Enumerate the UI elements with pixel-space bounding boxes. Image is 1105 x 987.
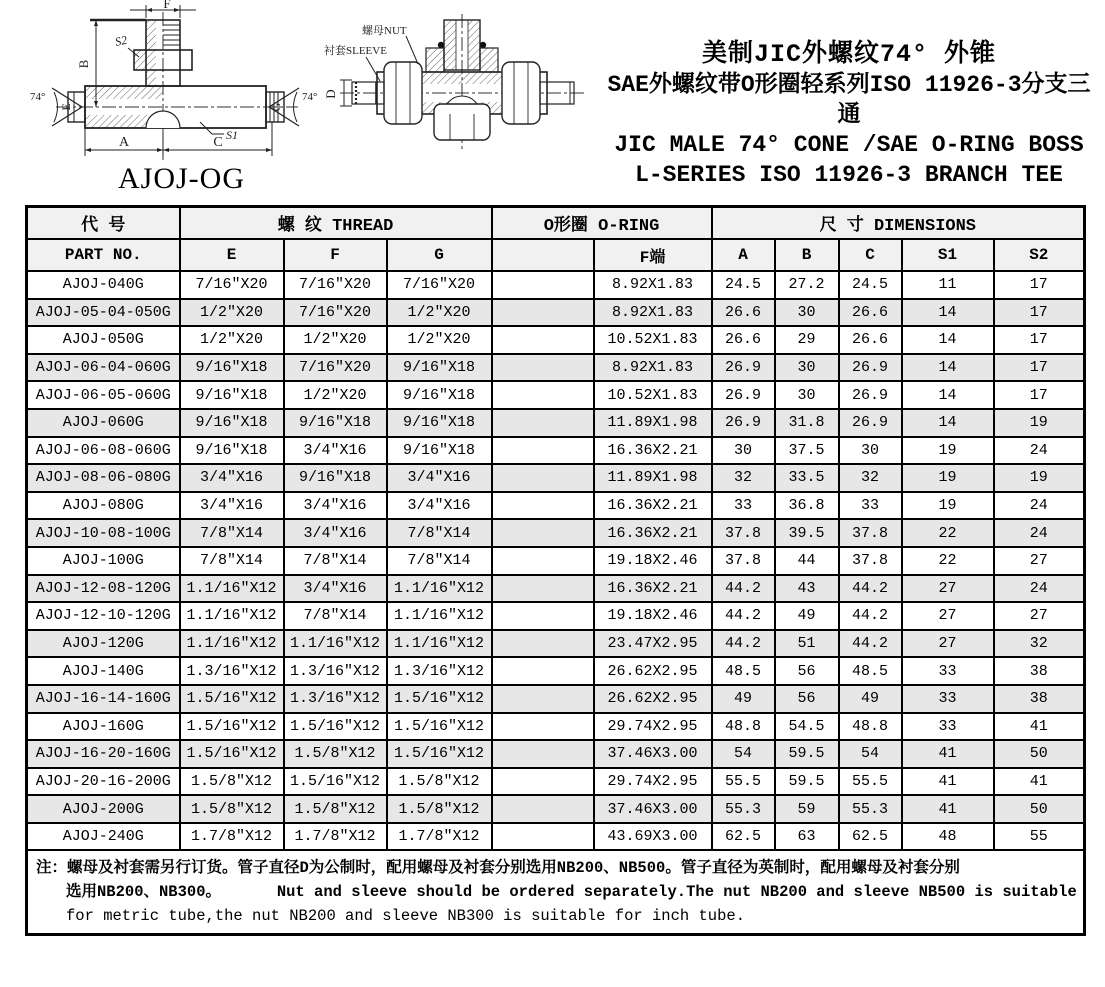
value-cell: 1/2″X20 <box>387 299 492 327</box>
value-cell: 14 <box>902 381 994 409</box>
table-row <box>27 740 1085 768</box>
part-no-cell: AJOJ-140G <box>27 657 180 685</box>
branch-tee-section-drawing <box>28 0 330 168</box>
value-cell: 9/16″X18 <box>180 381 284 409</box>
value-cell: 8.92X1.83 <box>594 354 712 382</box>
value-cell: 63 <box>775 823 839 851</box>
value-cell: 10.52X1.83 <box>594 381 712 409</box>
table-row <box>27 354 1085 382</box>
value-cell: 1.5/16″X12 <box>387 685 492 713</box>
part-no-cell: AJOJ-10-08-100G <box>27 519 180 547</box>
part-no-cell: AJOJ-08-06-080G <box>27 464 180 492</box>
value-cell: 22 <box>902 547 994 575</box>
value-cell: 9/16″X18 <box>180 437 284 465</box>
dim-g-label: G <box>269 102 283 112</box>
value-cell: 33 <box>902 713 994 741</box>
part-no-cell: AJOJ-05-04-050G <box>27 299 180 327</box>
part-no-cell: AJOJ-16-14-160G <box>27 685 180 713</box>
value-cell: 41 <box>902 795 994 823</box>
value-cell: 26.6 <box>839 326 902 354</box>
table-row <box>27 768 1085 796</box>
value-cell: 37.46X3.00 <box>594 795 712 823</box>
value-cell: 1.1/16″X12 <box>284 630 387 658</box>
value-cell: 1.3/16″X12 <box>284 657 387 685</box>
part-no-cell: AJOJ-12-08-120G <box>27 575 180 603</box>
value-cell: 16.36X2.21 <box>594 519 712 547</box>
value-cell <box>492 354 594 382</box>
value-cell: 3/4″X16 <box>180 464 284 492</box>
value-cell: 24 <box>994 575 1085 603</box>
value-cell <box>492 492 594 520</box>
value-cell: 55 <box>994 823 1085 851</box>
note-line-3: for metric tube,the nut NB200 and sleeve NB300 is suitable for inch tube. <box>66 907 746 926</box>
value-cell: 8.92X1.83 <box>594 299 712 327</box>
header-thread: 螺 纹 THREAD <box>180 207 492 240</box>
value-cell: 3/4″X16 <box>284 575 387 603</box>
header-part-no-cn: 代 号 <box>27 207 180 240</box>
value-cell: 54 <box>712 740 775 768</box>
value-cell: 26.9 <box>712 409 775 437</box>
model-label: AJOJ-OG <box>118 162 245 195</box>
value-cell: 59.5 <box>775 768 839 796</box>
value-cell: 16.36X2.21 <box>594 492 712 520</box>
value-cell: 3/4″X16 <box>180 492 284 520</box>
table-row <box>27 299 1085 327</box>
value-cell: 24.5 <box>839 271 902 299</box>
dim-f-label: F <box>163 0 171 11</box>
value-cell <box>492 740 594 768</box>
value-cell: 1/2″X20 <box>180 299 284 327</box>
value-cell: 19 <box>994 409 1085 437</box>
value-cell: 1.3/16″X12 <box>387 657 492 685</box>
value-cell: 1.5/16″X12 <box>180 685 284 713</box>
part-no-cell: AJOJ-080G <box>27 492 180 520</box>
value-cell: 56 <box>775 657 839 685</box>
value-cell: 1.5/16″X12 <box>387 740 492 768</box>
value-cell: 26.9 <box>839 381 902 409</box>
value-cell: 48 <box>902 823 994 851</box>
value-cell: 7/8″X14 <box>284 547 387 575</box>
value-cell: 27 <box>994 547 1085 575</box>
value-cell: 22 <box>902 519 994 547</box>
table-row <box>27 713 1085 741</box>
subheader-e: E <box>180 239 284 271</box>
value-cell: 1.1/16″X12 <box>180 630 284 658</box>
table-row <box>27 464 1085 492</box>
value-cell <box>492 519 594 547</box>
note-line-1: 注：螺母及衬套需另行订货。管子直径D为公制时，配用螺母及衬套分别选用NB200、NB500。管子直径为英制时，配用螺母及衬套分别 <box>36 859 960 878</box>
value-cell: 3/4″X16 <box>387 492 492 520</box>
value-cell: 1.1/16″X12 <box>180 575 284 603</box>
value-cell <box>492 630 594 658</box>
value-cell: 1.5/16″X12 <box>180 713 284 741</box>
value-cell: 50 <box>994 740 1085 768</box>
value-cell <box>492 795 594 823</box>
value-cell <box>492 575 594 603</box>
header-oring: O形圈 O-RING <box>492 207 712 240</box>
value-cell: 1.3/16″X12 <box>180 657 284 685</box>
value-cell: 33 <box>712 492 775 520</box>
value-cell <box>492 657 594 685</box>
value-cell: 19 <box>902 437 994 465</box>
part-no-cell: AJOJ-050G <box>27 326 180 354</box>
value-cell: 31.8 <box>775 409 839 437</box>
angle-left-label: 74° <box>30 91 46 103</box>
value-cell: 30 <box>775 381 839 409</box>
value-cell: 10.52X1.83 <box>594 326 712 354</box>
value-cell: 1.1/16″X12 <box>387 602 492 630</box>
value-cell: 1.1/16″X12 <box>387 575 492 603</box>
value-cell: 7/8″X14 <box>284 602 387 630</box>
value-cell: 26.62X2.95 <box>594 657 712 685</box>
value-cell: 1.7/8″X12 <box>284 823 387 851</box>
value-cell: 1.1/16″X12 <box>180 602 284 630</box>
subheader-c: C <box>839 239 902 271</box>
table-row <box>27 437 1085 465</box>
value-cell: 26.9 <box>712 381 775 409</box>
value-cell: 17 <box>994 354 1085 382</box>
value-cell: 49 <box>775 602 839 630</box>
value-cell: 17 <box>994 271 1085 299</box>
part-no-cell: AJOJ-12-10-120G <box>27 602 180 630</box>
table-row <box>27 271 1085 299</box>
value-cell: 38 <box>994 657 1085 685</box>
dim-d-label: D <box>323 89 338 99</box>
part-no-cell: AJOJ-200G <box>27 795 180 823</box>
value-cell: 26.6 <box>712 299 775 327</box>
value-cell: 1.5/16″X12 <box>387 713 492 741</box>
value-cell: 41 <box>994 768 1085 796</box>
value-cell: 32 <box>839 464 902 492</box>
value-cell: 7/8″X14 <box>180 519 284 547</box>
value-cell: 27 <box>994 602 1085 630</box>
value-cell: 29 <box>775 326 839 354</box>
value-cell: 9/16″X18 <box>284 409 387 437</box>
part-no-cell: AJOJ-060G <box>27 409 180 437</box>
value-cell: 33 <box>902 685 994 713</box>
table-subheader-row <box>27 239 1085 271</box>
dim-s2-label: S2 <box>113 32 129 49</box>
sleeve-label: 衬套SLEEVE <box>324 45 387 57</box>
value-cell: 1/2″X20 <box>180 326 284 354</box>
note-row <box>27 850 1085 935</box>
value-cell: 26.9 <box>839 354 902 382</box>
value-cell: 3/4″X16 <box>387 464 492 492</box>
note-line-2: 选用NB200、NB300。 Nut and sleeve should be ordered separately.The nut NB200 and sleeve NB500 is suitable <box>66 883 1077 902</box>
value-cell: 14 <box>902 409 994 437</box>
value-cell: 1.5/16″X12 <box>180 740 284 768</box>
subheader-blank <box>492 239 594 271</box>
subheader-part-no: PART NO. <box>27 239 180 271</box>
value-cell: 26.6 <box>712 326 775 354</box>
dim-s1-label: S1 <box>226 128 238 142</box>
value-cell: 48.5 <box>712 657 775 685</box>
value-cell: 1/2″X20 <box>387 326 492 354</box>
part-no-cell: AJOJ-06-08-060G <box>27 437 180 465</box>
value-cell: 41 <box>994 713 1085 741</box>
value-cell: 9/16″X18 <box>180 409 284 437</box>
value-cell: 27.2 <box>775 271 839 299</box>
value-cell: 7/16″X20 <box>180 271 284 299</box>
dim-e-label: E <box>59 103 73 111</box>
subheader-s2: S2 <box>994 239 1085 271</box>
value-cell: 1.5/8″X12 <box>387 768 492 796</box>
subheader-g: G <box>387 239 492 271</box>
value-cell: 3/4″X16 <box>284 519 387 547</box>
parts-table-body <box>27 271 1085 850</box>
title-en-line2: L-SERIES ISO 11926-3 BRANCH TEE <box>635 162 1063 188</box>
value-cell: 9/16″X18 <box>284 464 387 492</box>
value-cell: 30 <box>839 437 902 465</box>
value-cell: 55.5 <box>712 768 775 796</box>
value-cell: 14 <box>902 299 994 327</box>
value-cell: 44.2 <box>712 602 775 630</box>
dim-a-label: A <box>118 135 130 150</box>
value-cell: 7/16″X20 <box>284 354 387 382</box>
subheader-s1: S1 <box>902 239 994 271</box>
angle-right-label: 74° <box>302 91 318 103</box>
value-cell: 41 <box>902 740 994 768</box>
table-row <box>27 630 1085 658</box>
subheader-b: B <box>775 239 839 271</box>
value-cell: 3/4″X16 <box>284 492 387 520</box>
value-cell: 37.8 <box>712 519 775 547</box>
value-cell: 7/8″X14 <box>387 519 492 547</box>
value-cell <box>492 685 594 713</box>
value-cell: 44.2 <box>839 630 902 658</box>
value-cell: 9/16″X18 <box>387 381 492 409</box>
value-cell: 49 <box>839 685 902 713</box>
part-no-cell: AJOJ-040G <box>27 271 180 299</box>
value-cell: 14 <box>902 354 994 382</box>
value-cell <box>492 326 594 354</box>
value-cell: 19 <box>902 492 994 520</box>
value-cell: 9/16″X18 <box>180 354 284 382</box>
assembled-tee-drawing <box>322 8 602 163</box>
value-cell: 24 <box>994 492 1085 520</box>
value-cell: 1/2″X20 <box>284 326 387 354</box>
value-cell: 26.62X2.95 <box>594 685 712 713</box>
value-cell: 17 <box>994 381 1085 409</box>
value-cell: 11 <box>902 271 994 299</box>
value-cell: 30 <box>775 354 839 382</box>
value-cell: 48.8 <box>712 713 775 741</box>
value-cell: 50 <box>994 795 1085 823</box>
value-cell: 3/4″X16 <box>284 437 387 465</box>
table-row <box>27 823 1085 851</box>
value-cell: 62.5 <box>712 823 775 851</box>
value-cell <box>492 464 594 492</box>
part-no-cell: AJOJ-160G <box>27 713 180 741</box>
value-cell <box>492 271 594 299</box>
value-cell: 44.2 <box>839 602 902 630</box>
part-no-cell: AJOJ-06-05-060G <box>27 381 180 409</box>
table-row <box>27 326 1085 354</box>
value-cell <box>492 409 594 437</box>
value-cell <box>492 547 594 575</box>
value-cell: 11.89X1.98 <box>594 464 712 492</box>
value-cell: 39.5 <box>775 519 839 547</box>
value-cell: 19.18X2.46 <box>594 547 712 575</box>
value-cell: 26.6 <box>839 299 902 327</box>
value-cell: 55.3 <box>712 795 775 823</box>
part-no-cell: AJOJ-20-16-200G <box>27 768 180 796</box>
value-cell: 8.92X1.83 <box>594 271 712 299</box>
table-row <box>27 657 1085 685</box>
value-cell: 1.5/16″X12 <box>284 713 387 741</box>
dim-b-label: B <box>76 59 91 69</box>
value-cell: 44 <box>775 547 839 575</box>
value-cell: 37.46X3.00 <box>594 740 712 768</box>
value-cell: 29.74X2.95 <box>594 713 712 741</box>
value-cell: 48.8 <box>839 713 902 741</box>
value-cell: 41 <box>902 768 994 796</box>
value-cell: 1.5/8″X12 <box>284 740 387 768</box>
parts-table <box>25 205 1086 936</box>
value-cell: 36.8 <box>775 492 839 520</box>
value-cell: 1.5/16″X12 <box>284 768 387 796</box>
value-cell: 33.5 <box>775 464 839 492</box>
value-cell: 37.8 <box>839 547 902 575</box>
value-cell: 56 <box>775 685 839 713</box>
value-cell: 49 <box>712 685 775 713</box>
value-cell: 26.9 <box>712 354 775 382</box>
value-cell: 1.5/8″X12 <box>284 795 387 823</box>
value-cell: 16.36X2.21 <box>594 437 712 465</box>
part-no-cell: AJOJ-240G <box>27 823 180 851</box>
value-cell: 7/16″X20 <box>284 299 387 327</box>
value-cell: 17 <box>994 326 1085 354</box>
value-cell: 19.18X2.46 <box>594 602 712 630</box>
value-cell: 7/16″X20 <box>387 271 492 299</box>
part-no-cell: AJOJ-16-20-160G <box>27 740 180 768</box>
value-cell: 7/8″X14 <box>387 547 492 575</box>
value-cell: 33 <box>839 492 902 520</box>
value-cell: 59 <box>775 795 839 823</box>
value-cell: 55.5 <box>839 768 902 796</box>
value-cell <box>492 437 594 465</box>
table-header-group-row <box>27 207 1085 240</box>
value-cell: 24.5 <box>712 271 775 299</box>
value-cell: 26.9 <box>839 409 902 437</box>
value-cell: 32 <box>712 464 775 492</box>
value-cell: 38 <box>994 685 1085 713</box>
value-cell: 9/16″X18 <box>387 409 492 437</box>
value-cell: 29.74X2.95 <box>594 768 712 796</box>
value-cell <box>492 823 594 851</box>
value-cell: 19 <box>902 464 994 492</box>
table-row <box>27 409 1085 437</box>
value-cell: 17 <box>994 299 1085 327</box>
title-en-line1: JIC MALE 74° CONE /SAE O-RING BOSS <box>614 132 1084 158</box>
value-cell: 59.5 <box>775 740 839 768</box>
title-cn-line1: 美制JIC外螺纹74° 外锥 <box>701 40 997 69</box>
table-row <box>27 492 1085 520</box>
header-dimensions: 尺 寸 DIMENSIONS <box>712 207 1085 240</box>
title-cn-line2: SAE外螺纹带O形圈轻系列ISO 11926-3分支三通 <box>607 72 1091 128</box>
value-cell: 19 <box>994 464 1085 492</box>
value-cell: 27 <box>902 575 994 603</box>
value-cell: 44.2 <box>712 575 775 603</box>
value-cell: 33 <box>902 657 994 685</box>
value-cell: 32 <box>994 630 1085 658</box>
note-cell <box>27 850 1085 935</box>
table-row <box>27 795 1085 823</box>
table-row <box>27 685 1085 713</box>
value-cell: 1.1/16″X12 <box>387 630 492 658</box>
value-cell <box>492 602 594 630</box>
value-cell: 44.2 <box>712 630 775 658</box>
table-row <box>27 547 1085 575</box>
dim-c-label: C <box>213 135 223 150</box>
value-cell: 1.5/8″X12 <box>387 795 492 823</box>
value-cell: 54.5 <box>775 713 839 741</box>
value-cell: 14 <box>902 326 994 354</box>
value-cell: 37.8 <box>839 519 902 547</box>
value-cell: 37.8 <box>712 547 775 575</box>
value-cell: 1/2″X20 <box>284 381 387 409</box>
value-cell: 1.5/8″X12 <box>180 795 284 823</box>
value-cell: 55.3 <box>839 795 902 823</box>
table-row <box>27 575 1085 603</box>
subheader-a: A <box>712 239 775 271</box>
value-cell: 43.69X3.00 <box>594 823 712 851</box>
value-cell: 7/16″X20 <box>284 271 387 299</box>
value-cell: 51 <box>775 630 839 658</box>
value-cell: 27 <box>902 630 994 658</box>
value-cell: 37.5 <box>775 437 839 465</box>
value-cell: 1.3/16″X12 <box>284 685 387 713</box>
part-no-cell: AJOJ-120G <box>27 630 180 658</box>
value-cell: 27 <box>902 602 994 630</box>
title-block <box>598 40 1100 190</box>
table-row <box>27 519 1085 547</box>
value-cell <box>492 299 594 327</box>
subheader-f-end: F端 <box>594 239 712 271</box>
value-cell: 24 <box>994 437 1085 465</box>
nut-label: 螺母NUT <box>362 25 407 37</box>
value-cell: 9/16″X18 <box>387 437 492 465</box>
value-cell: 23.47X2.95 <box>594 630 712 658</box>
value-cell <box>492 381 594 409</box>
value-cell: 16.36X2.21 <box>594 575 712 603</box>
value-cell: 11.89X1.98 <box>594 409 712 437</box>
table-row <box>27 602 1085 630</box>
value-cell: 62.5 <box>839 823 902 851</box>
part-no-cell: AJOJ-06-04-060G <box>27 354 180 382</box>
value-cell: 48.5 <box>839 657 902 685</box>
value-cell: 9/16″X18 <box>387 354 492 382</box>
table-row <box>27 381 1085 409</box>
value-cell: 30 <box>712 437 775 465</box>
part-no-cell: AJOJ-100G <box>27 547 180 575</box>
subheader-f: F <box>284 239 387 271</box>
value-cell <box>492 713 594 741</box>
value-cell: 1.7/8″X12 <box>387 823 492 851</box>
value-cell: 43 <box>775 575 839 603</box>
value-cell: 54 <box>839 740 902 768</box>
value-cell: 44.2 <box>839 575 902 603</box>
value-cell <box>492 768 594 796</box>
value-cell: 30 <box>775 299 839 327</box>
value-cell: 7/8″X14 <box>180 547 284 575</box>
value-cell: 1.5/8″X12 <box>180 768 284 796</box>
value-cell: 1.7/8″X12 <box>180 823 284 851</box>
value-cell: 24 <box>994 519 1085 547</box>
